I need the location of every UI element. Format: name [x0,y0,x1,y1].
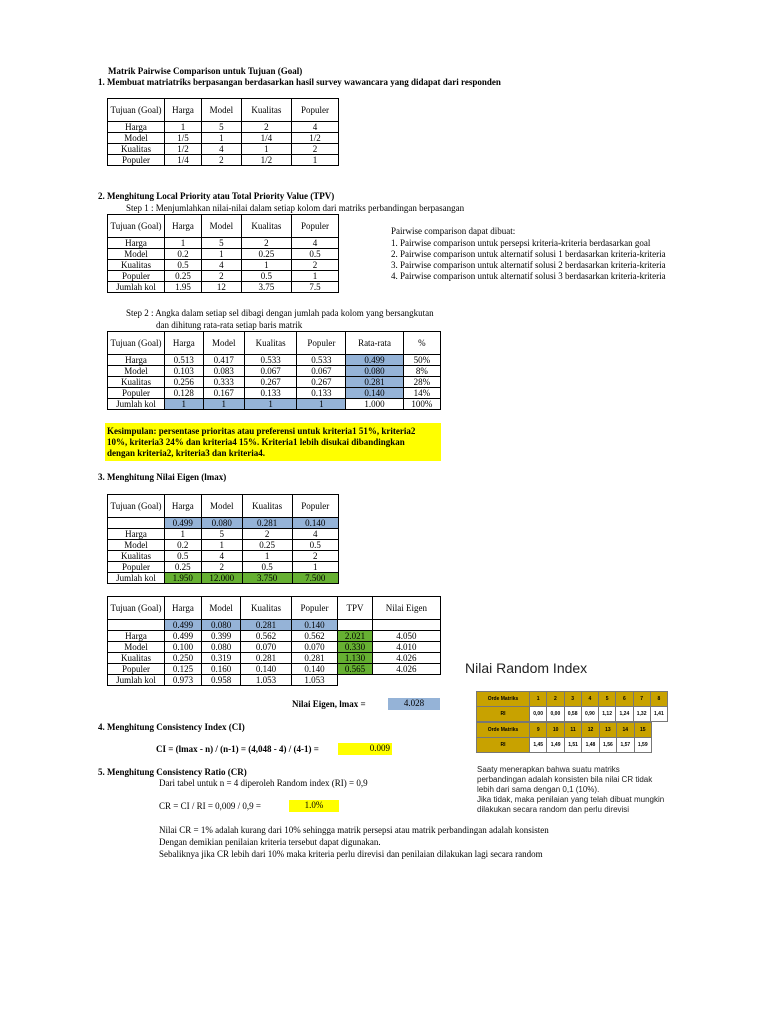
section5-heading: 5. Menghitung Consistency Ratio (CR) [98,767,247,777]
table-cell: % [403,332,440,355]
table-cell: 0.281 [242,518,292,529]
table-cell: 1 [203,399,244,410]
table-row [108,551,339,562]
final-text: Sebaliknya jika CR lebih dari 10% maka kriteria perlu direvisi dan penilaian dilakukan lagi secara random [159,849,543,859]
table-cell: 14 [617,723,634,738]
pairwise-note-item: 4. Pairwise comparison untuk alternatif solusi 3 berdasarkan kriteria-kriteria [391,271,666,281]
table-cell [108,518,165,529]
table-cell: 0.080 [346,366,403,377]
table-cell: 1,32 [633,707,650,722]
table-row [108,664,441,675]
text-line: perbandingan adalah konsisten bila nilai CR tidak [477,775,653,784]
table-cell: 2 [201,562,242,573]
table-cell: 4.010 [372,642,440,653]
table-cell: 0.281 [241,653,291,664]
table-cell: 1.95 [165,282,202,293]
table-cell: Model [108,133,165,144]
table-cell: Harga [165,332,204,355]
table-cell: 0.067 [297,366,346,377]
table-cell: 1 [291,271,338,282]
table-cell: 1 [530,692,547,707]
table-cell: 5 [202,238,242,249]
table-cell: 1.053 [291,675,338,686]
eigen-table-2 [107,596,441,686]
table-cell: Harga [165,597,202,620]
table-cell [338,675,372,686]
table-cell: 0.128 [165,388,204,399]
table-cell: 2 [241,238,291,249]
table-cell: 2 [292,551,339,562]
table-cell: TPV [338,597,372,620]
table-cell: Populer [108,271,165,282]
table-row [108,144,339,155]
weights-row [108,518,339,529]
table-cell: Model [108,642,165,653]
cr-formula: CR = CI / RI = 0,009 / 0,9 = [159,801,261,811]
table-cell [338,620,372,631]
table-cell: Model [201,495,242,518]
header-harga: Harga [165,99,202,122]
table-cell: 1,24 [616,707,633,722]
table-header-row [477,707,668,722]
table-cell: 8% [403,366,440,377]
table-cell: 0.125 [165,664,202,675]
table-cell: 4.026 [372,664,440,675]
table-cell: 2 [202,271,242,282]
table-cell: Harga [165,495,202,518]
table-cell: 0.133 [244,388,296,399]
table-cell: 12 [582,723,599,738]
table-cell: 0.565 [338,664,372,675]
table-cell: 1.130 [338,653,372,664]
table-cell: 12.000 [201,573,242,584]
table-cell: 2 [241,122,291,133]
table-cell: 0.958 [201,675,241,686]
table-cell: 0.167 [203,388,244,399]
table-cell: 0.5 [291,249,338,260]
table-cell: 4 [581,692,598,707]
final-text: Nilai CR = 1% adalah kurang dari 10% sehingga matrik persepsi atau matrik perbandingan adalah konsisten [159,825,549,835]
table-cell: 0.140 [291,664,338,675]
table-cell: 1.000 [346,399,403,410]
table-cell: Populer [292,495,339,518]
random-index-table-2 [476,722,652,753]
table-cell: 0.499 [165,518,202,529]
lmax-value: 4.028 [388,698,440,710]
table-cell: 1 [202,249,242,260]
text-line: dengan kriteria2, kriteria3 dan kriteria4. [107,448,265,458]
table-cell: 1 [291,155,338,166]
table-cell: Nilai Eigen [372,597,440,620]
normalized-table [107,331,441,410]
table-row [108,133,339,144]
table-cell: 0.103 [165,366,204,377]
header-populer: Populer [291,99,338,122]
table-cell: 1/5 [165,133,202,144]
table-header-row [108,495,339,518]
table-cell: 0.5 [242,562,292,573]
table-cell: 0.499 [165,620,202,631]
table-cell: 4 [202,144,242,155]
table-cell: 1,59 [634,738,651,753]
table-row-sum [108,399,441,410]
table-cell: 14% [403,388,440,399]
table-cell: Kualitas [241,597,291,620]
text-line: Kesimpulan: persentase prioritas atau preferensi untuk kriteria1 51%, kriteria2 [107,426,416,436]
table-cell: 5 [201,529,242,540]
table-cell: Populer [291,215,338,238]
conclusion-box [105,423,441,461]
table-cell: 1,41 [650,707,667,722]
table-cell: Orde Matriks [477,723,530,738]
table-cell: 28% [403,377,440,388]
table-cell: 0.973 [165,675,202,686]
table-row [108,562,339,573]
table-cell: 0.562 [291,631,338,642]
table-cell: 0.499 [165,631,202,642]
final-text: Dengan demikian penilaian kriteria tersebut dapat digunakan. [159,837,381,847]
table-row [108,249,339,260]
table-cell: 0.281 [241,620,291,631]
table-cell: 5 [202,122,242,133]
table-cell: Kualitas [108,653,165,664]
table-row [108,642,441,653]
table-cell: 1 [244,399,296,410]
table-cell: 9 [530,723,547,738]
table-cell: 0.267 [297,377,346,388]
table-cell: 1,57 [617,738,634,753]
table-cell: 1 [241,144,291,155]
table-cell: 10 [547,723,564,738]
table-cell: 2 [547,692,564,707]
table-cell: 0.5 [292,540,339,551]
table-cell: 6 [616,692,633,707]
table-cell: 1 [165,529,202,540]
table-cell: 5 [599,692,616,707]
pairwise-note-item: 2. Pairwise comparison untuk alternatif solusi 1 berdasarkan kriteria-kriteria [391,249,666,259]
table-row-sum [108,573,339,584]
table-cell: 2 [202,155,242,166]
table-cell: Model [108,249,165,260]
table-header-row [108,215,339,238]
table-cell: 0.499 [346,355,403,366]
table-cell: Kualitas [244,332,296,355]
table-cell: Kualitas [241,215,291,238]
table-cell [108,620,165,631]
random-index-table-1 [476,691,668,722]
table-cell: Harga [108,355,165,366]
table-cell: Jumlah kol [108,399,165,410]
table-cell: 100% [403,399,440,410]
table-cell: 0.160 [201,664,241,675]
table-cell: 1,51 [564,738,581,753]
table-cell: 0.333 [203,377,244,388]
table-cell: Kualitas [242,495,292,518]
pairwise-table-1 [107,98,339,166]
table-row [108,529,339,540]
table-cell: 0.2 [165,249,202,260]
table-cell: Harga [108,238,165,249]
table-row-sum [108,282,339,293]
table-cell: Jumlah kol [108,282,165,293]
table-cell: 1 [165,399,204,410]
table-cell: Kualitas [108,144,165,155]
table-cell: 3.75 [241,282,291,293]
table-cell: 7.500 [292,573,339,584]
table-cell: Model [201,597,241,620]
table-cell: 1/4 [241,133,291,144]
table-cell: Harga [108,529,165,540]
header-kualitas: Kualitas [241,99,291,122]
table-cell: 0.256 [165,377,204,388]
lmax-label: Nilai Eigen, lmax = [292,699,366,709]
table-cell: 0.25 [165,562,202,573]
table-cell: Model [108,366,165,377]
saaty-note [477,765,687,815]
table-cell: 1,56 [599,738,616,753]
cr-value: 1.0% [289,800,339,812]
table-cell: Model [202,215,242,238]
table-row-sum [108,675,441,686]
table-cell: Kualitas [108,551,165,562]
table-header-row [477,723,652,738]
weights-row [108,620,441,631]
step2-text-cont: dan dihitung rata-rata setiap baris matrik [156,320,303,330]
table-row [108,540,339,551]
table-cell: 3 [564,692,581,707]
table-header-row [477,738,652,753]
ci-value: 0.009 [338,743,392,755]
table-cell: Orde Matriks [477,692,530,707]
pairwise-note-title: Pairwise comparison dapat dibuat: [391,226,516,236]
table-cell: 0.267 [244,377,296,388]
table-cell: 4.026 [372,653,440,664]
table-cell: 0.281 [346,377,403,388]
table-cell: 12 [202,282,242,293]
random-index-title: Nilai Random Index [465,660,588,676]
table-cell: 1 [201,540,242,551]
step1-text: Step 1 : Menjumlahkan nilai-nilai dalam setiap kolom dari matriks perbandingan berpasangan [126,203,465,213]
ci-formula: CI = (lmax - n) / (n-1) = (4,048 - 4) / (4-1) = [156,744,319,754]
table-cell: 0.319 [201,653,241,664]
table-cell: 0.133 [297,388,346,399]
table-cell: 1,48 [582,738,599,753]
cr-text: Dari tabel untuk n = 4 diperoleh Random index (RI) = 0,9 [159,778,368,788]
table-cell: 1 [202,133,242,144]
table-row [108,355,441,366]
table-header-row [108,332,441,355]
table-cell: 3.750 [242,573,292,584]
table-row [108,653,441,664]
table-cell: 1 [165,238,202,249]
table-row [108,631,441,642]
table-cell: 4 [292,529,339,540]
header-goal: Tujuan (Goal) [108,99,165,122]
table-row [108,260,339,271]
table-cell: 0,00 [530,707,547,722]
table-cell: Harga [108,631,165,642]
table-cell: 1/2 [291,133,338,144]
table-cell: 0.140 [292,518,339,529]
table-cell: Tujuan (Goal) [108,495,165,518]
table-cell: RI [477,738,530,753]
table-cell: 2 [291,144,338,155]
table-header-row [477,692,668,707]
table-cell: Populer [108,664,165,675]
table-cell: Populer [291,597,338,620]
section3-heading: 3. Menghitung Nilai Eigen (lmax) [98,472,227,482]
text-line: Saaty menerapkan bahwa suatu matriks [477,765,620,774]
table-header-row [108,597,441,620]
table-cell: 50% [403,355,440,366]
table-cell: Kualitas [108,377,165,388]
text-line: 10%, kriteria3 24% dan kriteria4 15%. Kriteria1 lebih disukai dibandingkan [107,437,405,447]
table-cell: 0.25 [241,249,291,260]
section2-heading: 2. Menghitung Local Priority atau Total Priority Value (TPV) [98,191,335,201]
table-cell: 0.5 [165,260,202,271]
table-cell: Populer [108,155,165,166]
table-cell: 15 [634,723,651,738]
table-cell: Jumlah kol [108,573,165,584]
pairwise-note-item: 1. Pairwise comparison untuk persepsi kriteria-kriteria berdasarkan goal [391,238,651,248]
text-line: dilakukan secara random dan perlu direvisi [477,805,630,814]
table-cell: Harga [108,122,165,133]
table-cell: 0.140 [241,664,291,675]
table-cell: 0.513 [165,355,204,366]
step2-text: Step 2 : Angka dalam setiap sel dibagi dengan jumlah pada kolom yang bersangkutan [126,308,434,318]
table-cell [372,620,440,631]
table-cell: 0.281 [291,653,338,664]
table-cell: 1.950 [165,573,202,584]
table-cell: 0.140 [291,620,338,631]
table-cell: RI [477,707,530,722]
eigen-table-1 [107,494,339,584]
table-cell: 0.533 [297,355,346,366]
table-row [108,122,339,133]
step1-heading: 1. Membuat matriatriks berpasangan berdasarkan hasil survey wawancara yang didapat dari responden [98,77,501,87]
table-cell: 1.053 [241,675,291,686]
table-cell: 0.140 [346,388,403,399]
table-cell: Tujuan (Goal) [108,215,165,238]
table-cell: 0.25 [165,271,202,282]
table-cell: 2.021 [338,631,372,642]
table-cell: 0.330 [338,642,372,653]
table-cell: 8 [650,692,667,707]
header-model: Model [202,99,242,122]
table-cell: 1 [297,399,346,410]
table-cell: Populer [108,388,165,399]
table-cell: 0.067 [244,366,296,377]
table-cell: Model [108,540,165,551]
table-cell: 1/2 [241,155,291,166]
table-cell: 0.100 [165,642,202,653]
table-cell: 0.070 [291,642,338,653]
table-cell: 1 [241,260,291,271]
table-cell: 4 [291,238,338,249]
table-cell: 0,58 [564,707,581,722]
table-row [108,271,339,282]
table-cell: 0.5 [241,271,291,282]
section4-heading: 4. Menghitung Consistency Index (CI) [98,722,245,732]
pairwise-note-item: 3. Pairwise comparison untuk alternatif solusi 2 berdasarkan kriteria-kriteria [391,260,666,270]
table-cell: 0.25 [242,540,292,551]
table-cell: 1 [242,551,292,562]
table-cell: 2 [242,529,292,540]
table-cell: Rata-rata [346,332,403,355]
table-cell: Jumlah kol [108,675,165,686]
table-cell: 0.399 [201,631,241,642]
table-cell: 13 [599,723,616,738]
table-header-row [108,99,339,122]
table-cell: 0,00 [547,707,564,722]
table-cell: 7 [633,692,650,707]
table-cell: Kualitas [108,260,165,271]
table-row [108,388,441,399]
matrix-title: Matrik Pairwise Comparison untuk Tujuan (Goal) [108,66,303,76]
table-cell: Populer [108,562,165,573]
table-row [108,155,339,166]
table-cell: 2 [291,260,338,271]
table-cell: 1 [165,122,202,133]
table-cell: 0.5 [165,551,202,562]
table-cell: 7.5 [291,282,338,293]
pairwise-table-2 [107,214,339,293]
text-line: lebih dari sama dengan 0,1 (10%). [477,785,600,794]
table-cell: Populer [297,332,346,355]
table-cell: 4 [202,260,242,271]
table-cell: 0.562 [241,631,291,642]
table-cell [372,675,440,686]
table-cell: 0.417 [203,355,244,366]
table-cell: 0.070 [241,642,291,653]
table-cell: 0.533 [244,355,296,366]
table-cell: Model [203,332,244,355]
table-cell: 0.080 [201,642,241,653]
table-row [108,377,441,388]
table-cell: Tujuan (Goal) [108,332,165,355]
table-cell: 4 [201,551,242,562]
table-cell: 1,12 [599,707,616,722]
table-cell: Harga [165,215,202,238]
table-cell: 1 [292,562,339,573]
table-cell: 0,90 [581,707,598,722]
table-cell: 4.050 [372,631,440,642]
table-row [108,366,441,377]
table-cell: 1,49 [547,738,564,753]
table-cell: 0.080 [201,518,242,529]
table-cell: 1,45 [530,738,547,753]
table-cell: 0.083 [203,366,244,377]
table-cell: 0.080 [201,620,241,631]
table-cell: 11 [564,723,581,738]
table-cell: 1/4 [165,155,202,166]
table-row [108,238,339,249]
table-cell: 0.250 [165,653,202,664]
table-cell: 1/2 [165,144,202,155]
text-line: Jika tidak, maka penilaian yang telah dibuat mungkin [477,795,665,804]
table-cell: Tujuan (Goal) [108,597,165,620]
table-cell: 0.2 [165,540,202,551]
table-cell: 4 [291,122,338,133]
